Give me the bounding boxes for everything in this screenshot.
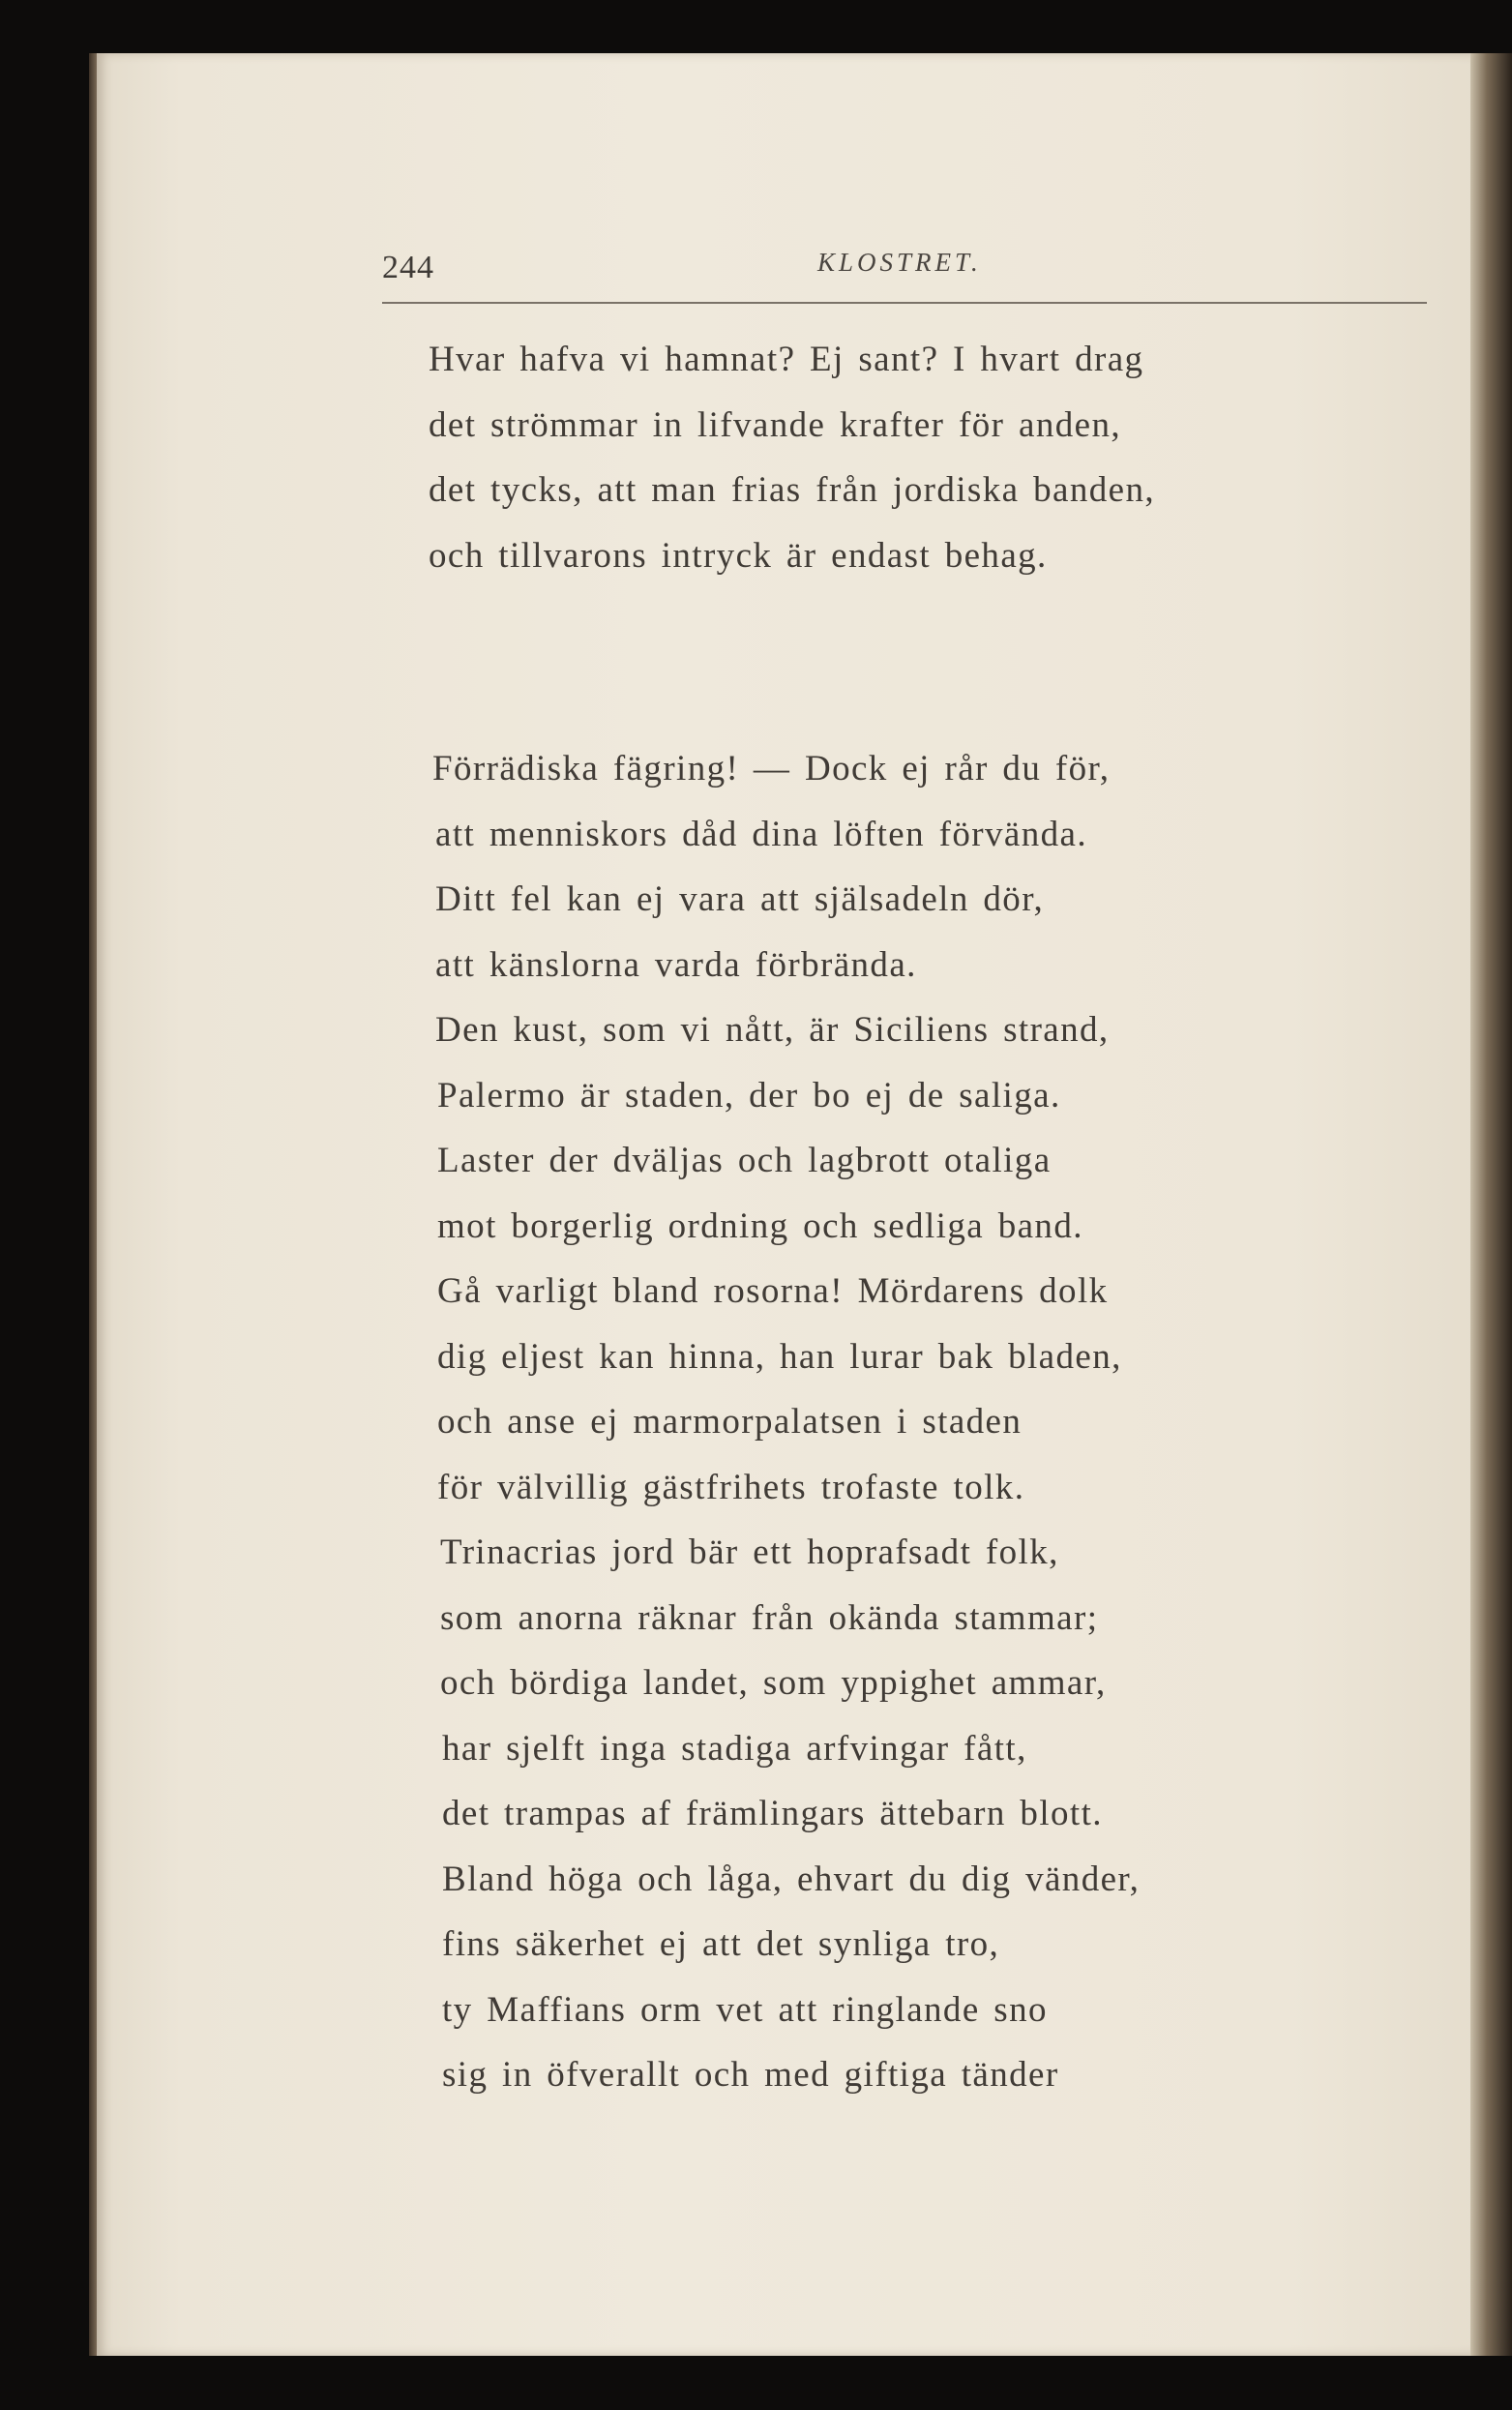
verse-line: Laster der dväljas och lagbrott otaliga bbox=[437, 1141, 1052, 1180]
verse-line: sig in öfverallt och med giftiga tänder bbox=[442, 2055, 1059, 2095]
verse-line: och bördiga landet, som yppighet ammar, bbox=[440, 1663, 1107, 1703]
verse-line: och tillvarons intryck är endast behag. bbox=[429, 536, 1048, 576]
page-edge-right bbox=[1470, 53, 1512, 2356]
page-header bbox=[382, 242, 1427, 300]
verse-line: att menniskors dåd dina löften förvända. bbox=[435, 815, 1087, 854]
verse-line: och anse ej marmorpalatsen i staden bbox=[437, 1402, 1023, 1442]
verse-line: det tycks, att man frias från jordiska banden, bbox=[429, 470, 1155, 510]
running-title: KLOSTRET. bbox=[817, 248, 982, 277]
page-number: 244 bbox=[382, 250, 434, 285]
verse-line: dig eljest kan hinna, han lurar bak bladen, bbox=[437, 1337, 1122, 1377]
verse-line: mot borgerlig ordning och sedliga band. bbox=[437, 1206, 1083, 1246]
verse-line: som anorna räknar från okända stammar; bbox=[440, 1598, 1099, 1638]
verse-line: Ditt fel kan ej vara att själsadeln dör, bbox=[435, 879, 1045, 919]
verse-line: Bland höga och låga, ehvart du dig vänder, bbox=[442, 1860, 1141, 1899]
verse-line: för välvillig gästfrihets trofaste tolk. bbox=[437, 1468, 1025, 1507]
verse-line: har sjelft inga stadiga arfvingar fått, bbox=[442, 1729, 1027, 1769]
verse-line: ty Maffians orm vet att ringlande sno bbox=[442, 1990, 1048, 2030]
verse-line: Den kust, som vi nått, är Siciliens strand, bbox=[435, 1010, 1110, 1050]
verse-line: Trinacrias jord bär ett hoprafsadt folk, bbox=[440, 1532, 1059, 1572]
verse-line: Hvar hafva vi hamnat? Ej sant? I hvart drag bbox=[429, 340, 1144, 379]
verse-line: Gå varligt bland rosorna! Mördarens dolk bbox=[437, 1271, 1109, 1311]
verse-line: att känslorna varda förbrända. bbox=[435, 945, 917, 985]
verse-line: Palermo är staden, der bo ej de saliga. bbox=[437, 1076, 1061, 1116]
verse-line: det strömmar in lifvande krafter för anden, bbox=[429, 405, 1122, 445]
verse-line: fins säkerhet ej att det synliga tro, bbox=[442, 1924, 1000, 1964]
verse-line: Förrädiska fägring! — Dock ej rår du för, bbox=[432, 749, 1111, 788]
verse-line: det trampas af främlingars ättebarn blott. bbox=[442, 1794, 1103, 1833]
header-rule bbox=[382, 302, 1427, 304]
